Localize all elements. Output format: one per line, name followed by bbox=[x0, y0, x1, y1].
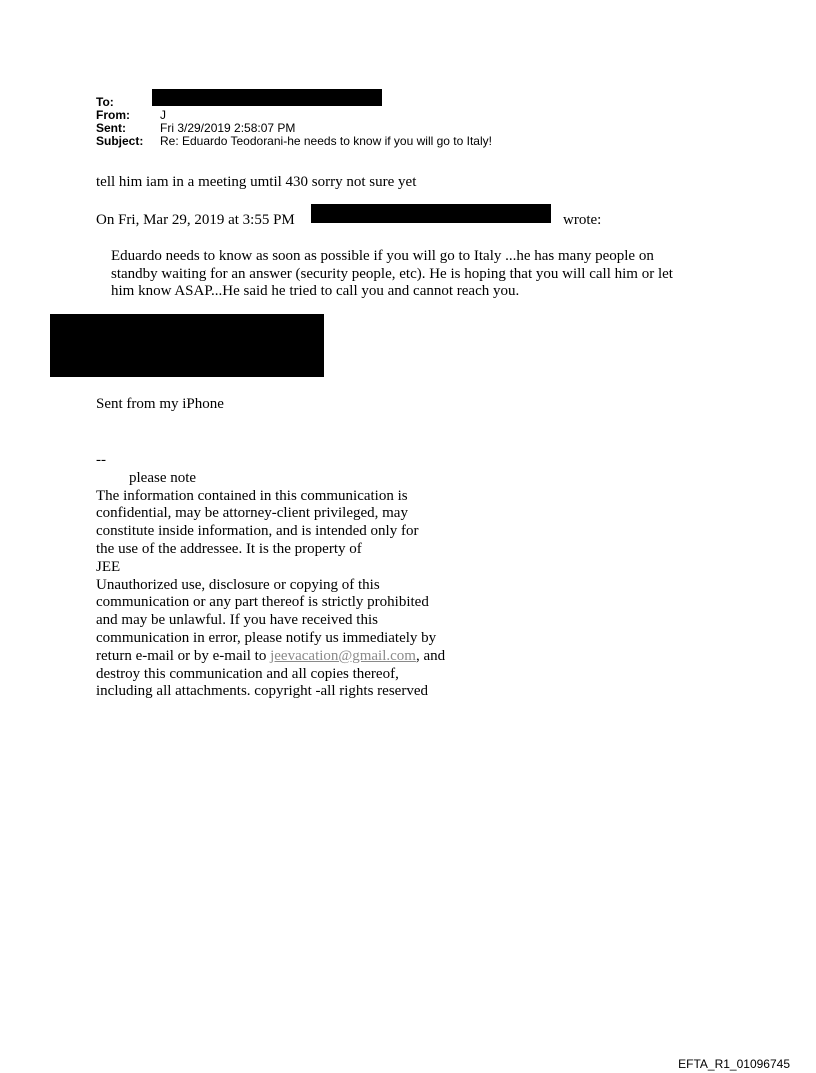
return-suffix: , and bbox=[415, 647, 446, 664]
quote-intro-prefix: On Fri, Mar 29, 2019 at 3:55 PM bbox=[96, 212, 295, 228]
from-value: J bbox=[160, 108, 166, 122]
redaction-to-address bbox=[152, 89, 382, 106]
disclaimer-line: confidential, may be attorney-client privileged, may bbox=[96, 505, 408, 522]
email-link[interactable]: jeevacation@gmail.com bbox=[270, 647, 416, 664]
redaction-block bbox=[50, 314, 324, 377]
document-id: EFTA_R1_01096745 bbox=[678, 1057, 790, 1071]
separator: -- bbox=[96, 452, 106, 468]
quoted-message bbox=[111, 248, 673, 301]
disclaimer-line: constitute inside information, and is intended only for bbox=[96, 523, 419, 540]
disclaimer-email-line bbox=[96, 648, 445, 666]
to-label: To: bbox=[96, 95, 114, 109]
subject-value: Re: Eduardo Teodorani-he needs to know if you will go to Italy! bbox=[160, 134, 492, 148]
sent-value: Fri 3/29/2019 2:58:07 PM bbox=[160, 121, 296, 135]
disclaimer-note: please note bbox=[129, 469, 197, 486]
sent-label: Sent: bbox=[96, 121, 126, 135]
disclaimer-line: communication in error, please notify us immediately by bbox=[96, 629, 437, 646]
redaction-sender-address bbox=[311, 204, 551, 223]
disclaimer-line: the use of the addressee. It is the property of bbox=[96, 540, 362, 557]
disclaimer-line: including all attachments. copyright -all rights reserved bbox=[96, 683, 428, 700]
disclaimer-line: and may be unlawful. If you have received this bbox=[96, 612, 378, 629]
disclaimer bbox=[96, 452, 445, 701]
quoted-line: him know ASAP...He said he tried to call you and cannot reach you. bbox=[111, 283, 520, 299]
return-prefix: return e-mail or by e-mail to bbox=[96, 647, 271, 664]
quoted-line: Eduardo needs to know as soon as possible if you will go to Italy ...he has many people on bbox=[111, 248, 654, 264]
disclaimer-line: Unauthorized use, disclosure or copying of this bbox=[96, 576, 380, 593]
disclaimer-line: communication or any part thereof is strictly prohibited bbox=[96, 594, 429, 611]
from-label: From: bbox=[96, 108, 130, 122]
quoted-line: standby waiting for an answer (security people, etc). He is hoping that you will call him or let bbox=[111, 265, 673, 282]
signature-text: Sent from my iPhone bbox=[96, 396, 224, 412]
disclaimer-line: JEE bbox=[96, 558, 121, 575]
disclaimer-line: destroy this communication and all copies thereof, bbox=[96, 665, 399, 682]
subject-label: Subject: bbox=[96, 134, 144, 148]
quote-intro-suffix: wrote: bbox=[563, 212, 602, 228]
reply-text: tell him iam in a meeting umtil 430 sorry not sure yet bbox=[96, 174, 417, 190]
disclaimer-line: The information contained in this communication is bbox=[96, 487, 408, 504]
